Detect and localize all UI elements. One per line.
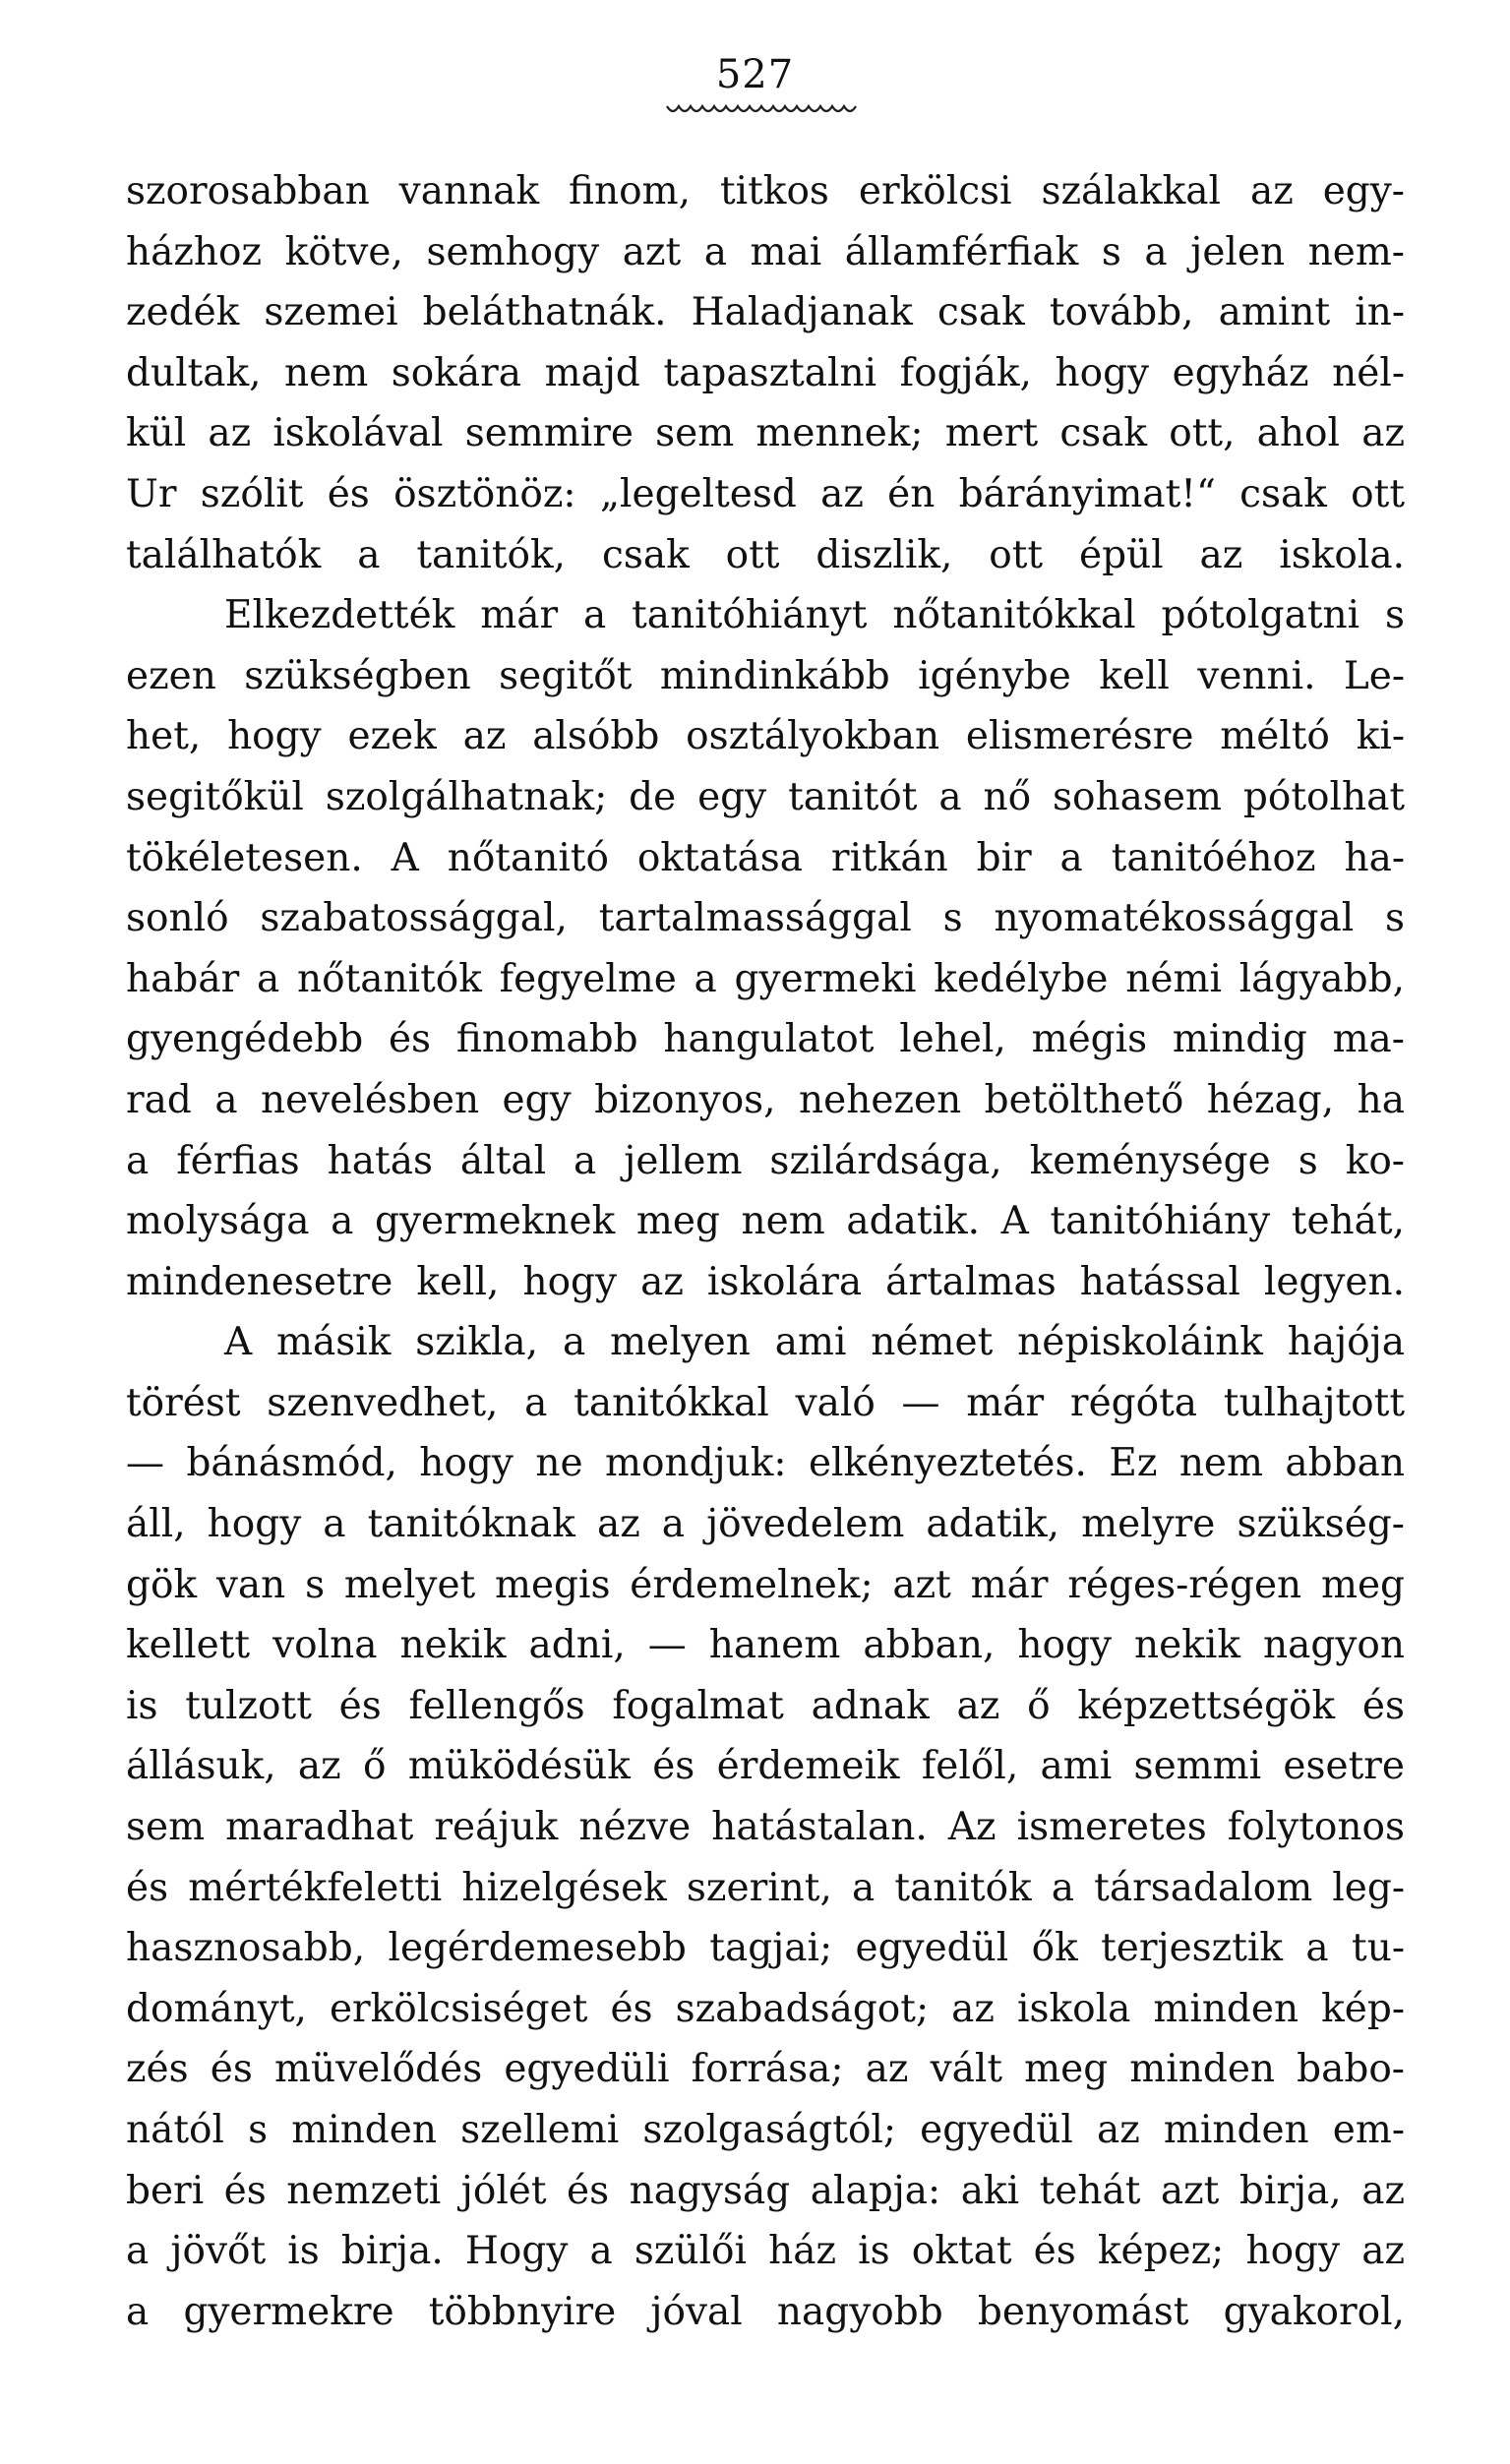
text-line: házhoz kötve, semhogy azt a mai államférfiak s a jelen nem- xyxy=(126,229,1405,274)
text-line: mindenesetre kell, hogy az iskolára ártalmas hatással legyen. xyxy=(126,1259,1405,1304)
text-line: állásuk, az ő müködésük és érdemeik felől, ami semmi esetre xyxy=(126,1744,1405,1789)
text-line: A másik szikla, a melyen ami német népiskoláink hajója xyxy=(224,1320,1405,1365)
text-line: — bánásmód, hogy ne mondjuk: elkényeztetés. Ez nem abban xyxy=(126,1441,1405,1486)
text-line: het, hogy ezek az alsóbb osztályokban elismerésre méltó ki- xyxy=(126,714,1405,759)
text-line: dományt, erkölcsiséget és szabadságot; az iskola minden kép- xyxy=(126,1986,1405,2031)
text-line: és mértékfeletti hizelgések szerint, a tanitók a társadalom leg- xyxy=(126,1865,1405,1910)
text-line: áll, hogy a tanitóknak az a jövedelem adatik, melyre szükség- xyxy=(126,1502,1405,1547)
text-line: Elkezdették már a tanitóhiányt nőtanitókkal pótolgatni s xyxy=(224,593,1405,638)
text-line: dultak, nem sokára majd tapasztalni fogják, hogy egyház nél- xyxy=(126,350,1405,395)
text-line: találhatók a tanitók, csak ott diszlik, ott épül az iskola. xyxy=(126,532,1405,577)
text-line: nától s minden szellemi szolgaságtól; egyedül az minden em- xyxy=(126,2108,1405,2152)
text-line: is tulzott és fellengős fogalmat adnak az ő képzettségök és xyxy=(126,1683,1405,1728)
text-line: rad a nevelésben egy bizonyos, nehezen betölthető hézag, ha xyxy=(126,1077,1405,1122)
text-line: kellett volna nekik adni, — hanem abban, hogy nekik nagyon xyxy=(126,1623,1405,1668)
text-line: molysága a gyermeknek meg nem adatik. A tanitóhiány tehát, xyxy=(126,1199,1405,1244)
text-line: hasznosabb, legérdemesebb tagjai; egyedül ők terjesztik a tu- xyxy=(126,1926,1405,1971)
text-line: a gyermekre többnyire jóval nagyobb benyomást gyakorol, xyxy=(126,2289,1405,2334)
text-line: Ur szólit és ösztönöz: „legeltesd az én bárányimat!“ csak ott xyxy=(126,471,1405,516)
text-line: beri és nemzeti jólét és nagyság alapja: aki tehát azt birja, az xyxy=(126,2168,1405,2213)
text-line: segitőkül szolgálhatnak; de egy tanitót a nő sohasem pótolhat xyxy=(126,774,1405,819)
text-line: gök van s melyet megis érdemelnek; azt már réges-régen meg xyxy=(126,1562,1405,1607)
text-line: a jövőt is birja. Hogy a szülői ház is oktat és képez; hogy az xyxy=(126,2229,1405,2274)
text-line: a férfias hatás által a jellem szilárdsága, keménysége s ko- xyxy=(126,1138,1405,1183)
text-line: zedék szemei beláthatnák. Haladjanak csak tovább, amint in- xyxy=(126,290,1405,335)
text-line: zés és müvelődés egyedüli forrása; az vált meg minden babo- xyxy=(126,2047,1405,2092)
text-line: gyengédebb és finomabb hangulatot lehel, mégis mindig ma- xyxy=(126,1017,1405,1062)
text-line: habár a nőtanitók fegyelme a gyermeki kedélybe némi lágyabb, xyxy=(126,956,1405,1001)
text-line: sonló szabatossággal, tartalmassággal s nyomatékossággal s xyxy=(126,896,1405,941)
text-line: törést szenvedhet, a tanitókkal való — már régóta tulhajtott xyxy=(126,1380,1405,1425)
page-number: 527 xyxy=(715,52,795,97)
text-line: sem maradhat reájuk nézve hatástalan. Az ismeretes folytonos xyxy=(126,1805,1405,1850)
wavy-ornament-icon xyxy=(665,100,858,122)
body-text xyxy=(126,161,1405,2342)
text-line: szorosabban vannak finom, titkos erkölcsi szálakkal az egy- xyxy=(126,169,1405,213)
text-line: tökéletesen. A nőtanitó oktatása ritkán bir a tanitóéhoz ha- xyxy=(126,835,1405,880)
text-line: kül az iskolával semmire sem mennek; mert csak ott, ahol az xyxy=(126,411,1405,456)
text-line: ezen szükségben segitőt mindinkább igénybe kell venni. Le- xyxy=(126,653,1405,698)
